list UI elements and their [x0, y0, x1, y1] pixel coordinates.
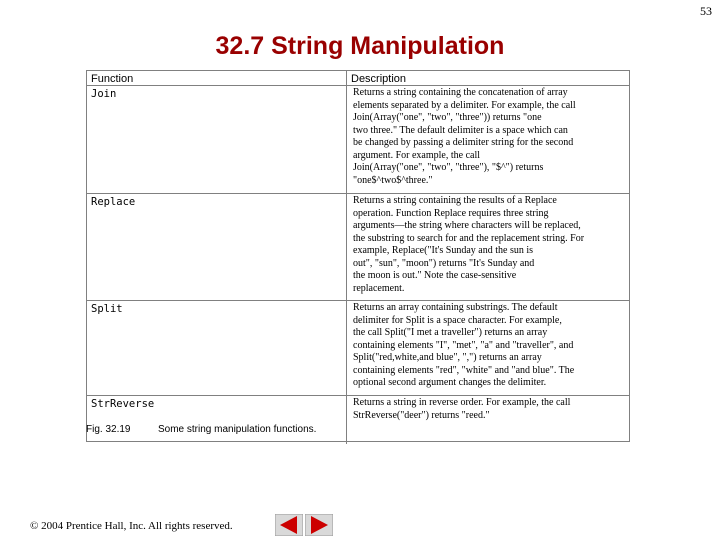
- desc-line: Split("red,white,and blue", ",") returns an array: [353, 352, 542, 363]
- desc-line: Returns an array containing substrings. The default: [353, 302, 558, 313]
- function-description: [347, 396, 629, 444]
- desc-line: "one$^two$^three.": [353, 174, 433, 186]
- function-description: [347, 86, 629, 194]
- desc-line: be changed by passing a delimiter string for the second: [353, 137, 574, 148]
- function-name: Split: [87, 301, 347, 396]
- desc-line: out", "sun", "moon") returns "It's Sunday and: [353, 257, 535, 269]
- desc-line: containing elements "red", "white" and "and blue". The: [353, 364, 575, 376]
- desc-line: operation. Function Replace requires three string: [353, 207, 549, 219]
- table-row: [87, 395, 629, 444]
- desc-line: Returns a string containing the results of a Replace: [353, 195, 557, 206]
- function-name: Join: [87, 86, 347, 194]
- desc-line: example, Replace("It's Sunday and the sun is: [353, 245, 534, 256]
- caption-text: Some string manipulation functions.: [158, 424, 317, 435]
- function-name: StrReverse: [87, 396, 347, 444]
- copyright-notice: © 2004 Prentice Hall, Inc. All rights reserved.: [30, 520, 233, 532]
- desc-line: Returns a string containing the concatenation of array: [353, 87, 568, 98]
- table-row: [87, 300, 629, 396]
- next-slide-button[interactable]: [305, 514, 333, 536]
- desc-line: delimiter for Split is a space character. For example,: [353, 314, 562, 326]
- desc-line: arguments—the string where characters will be replaced,: [353, 220, 581, 231]
- desc-line: optional second argument changes the delimiter.: [353, 377, 547, 388]
- slide-title: 32.7 String Manipulation: [215, 32, 505, 60]
- function-description: [347, 194, 629, 301]
- table-row: [87, 85, 629, 194]
- page-number: 53: [700, 4, 712, 18]
- desc-line: the substring to search for and the replacement string. For: [353, 232, 585, 244]
- desc-line: Join(Array("one", "two", "three")) returns "one: [353, 112, 542, 123]
- function-description: [347, 301, 629, 396]
- functions-table: [86, 70, 630, 442]
- function-name: Replace: [87, 194, 347, 301]
- previous-slide-button[interactable]: [275, 514, 303, 536]
- desc-line: elements separated by a delimiter. For example, the call: [353, 99, 576, 111]
- header-function: Function: [87, 71, 347, 85]
- desc-line: Join(Array("one", "two", "three"), "$^") returns: [353, 162, 544, 173]
- table-row: [87, 193, 629, 301]
- desc-line: the moon is out." Note the case-sensitive: [353, 270, 517, 281]
- header-description: Description: [347, 71, 629, 85]
- desc-line: two three." The default delimiter is a space which can: [353, 124, 568, 136]
- caption-label: Fig. 32.19: [86, 424, 131, 435]
- desc-line: the call Split("I met a traveller") returns an array: [353, 327, 548, 338]
- desc-line: containing elements "I", "met", "a" and "traveller", and: [353, 339, 574, 351]
- arrow-right-icon: [305, 514, 333, 536]
- desc-line: replacement.: [353, 282, 405, 294]
- arrow-left-icon: [275, 514, 303, 536]
- figure-caption: [86, 424, 316, 435]
- desc-line: Returns a string in reverse order. For example, the call: [353, 397, 571, 408]
- desc-line: argument. For example, the call: [353, 149, 480, 161]
- table-header-row: [87, 71, 629, 86]
- desc-line: StrReverse("deer") returns "reed.": [353, 409, 490, 421]
